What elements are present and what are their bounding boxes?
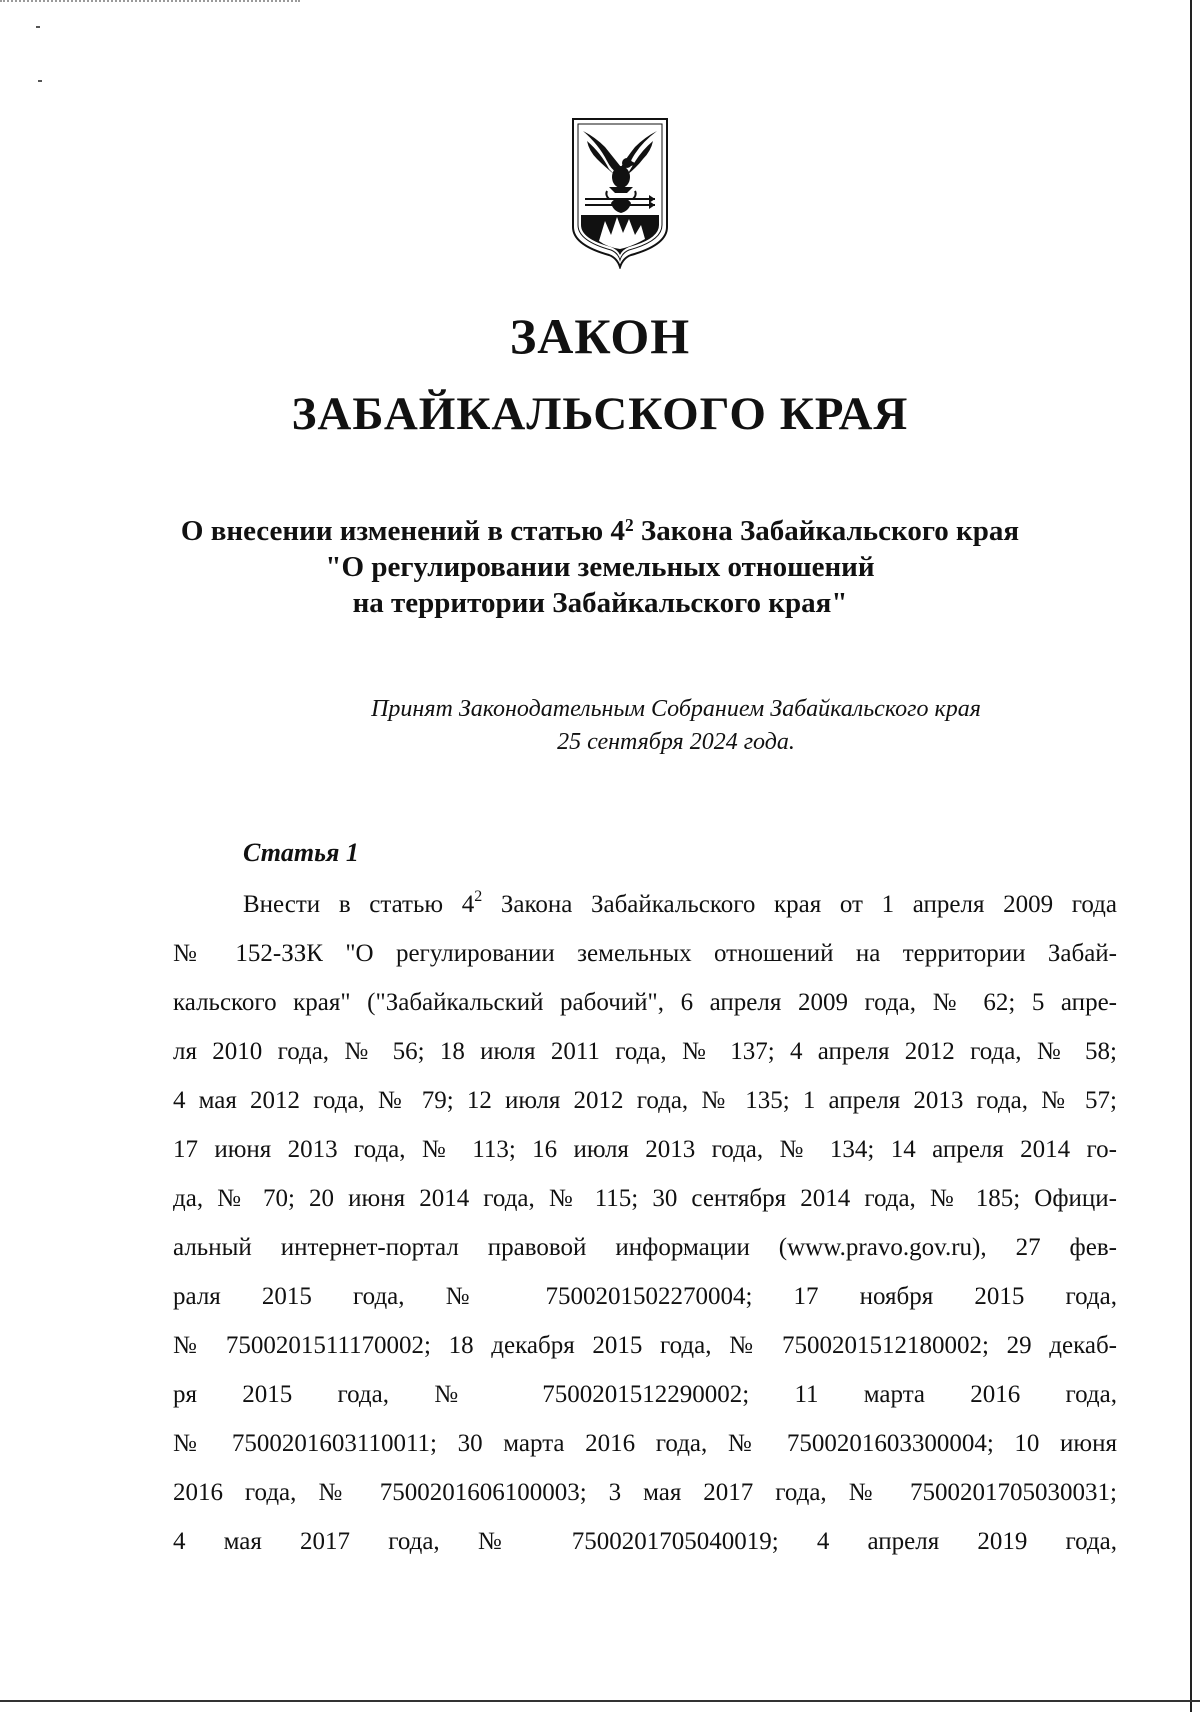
law-title: ЗАКОН [509,308,691,364]
body-line: № 152-ЗЗК "О регулировании земельных отношений на территории Забай- [173,940,1117,967]
body-line: кальского края" ("Забайкальский рабочий", 6 апреля 2009 года, № 62; 5 апре- [173,989,1117,1016]
adoption-line: Принят Законодательным Собранием Забайкальского края [371,696,981,722]
body-line: да, № 70; 20 июня 2014 года, № 115; 30 сентября 2014 года, № 185; Офици- [173,1185,1117,1212]
law-region-title: ЗАБАЙКАЛЬСКОГО КРАЯ [291,388,909,440]
body-line: раля 2015 года, № 7500201502270004; 17 ноября 2015 года, [173,1283,1117,1310]
body-line: № 7500201511170002; 18 декабря 2015 года, № 7500201512180002; 29 декаб- [173,1332,1117,1359]
coat-of-arms-icon [571,117,669,269]
body-line: № 7500201603110011; 30 марта 2016 года, № 7500201603300004; 10 июня [173,1430,1117,1457]
article-heading: Статья 1 [243,838,359,867]
body-line: альный интернет-портал правовой информации (www.pravo.gov.ru), 27 фев- [173,1234,1117,1261]
adoption-date: 25 сентября 2024 года. [557,729,795,755]
body-line: 17 июня 2013 года, № 113; 16 июля 2013 года, № 134; 14 апреля 2014 го- [173,1136,1117,1163]
body-line: ря 2015 года, № 7500201512290002; 11 марта 2016 года, [173,1381,1117,1408]
body-text: Закона Забайкальского края от 1 апреля 2009 года [482,891,1117,918]
body-line: 4 мая 2012 года, № 79; 12 июля 2012 года, № 135; 1 апреля 2013 года, № 57; [173,1087,1117,1114]
scan-edge-top [0,0,300,2]
superscript: 2 [624,515,634,536]
body-line: 2016 года, № 7500201606100003; 3 мая 2017 года, № 7500201705030031; [173,1479,1117,1506]
adoption-note [216,693,1136,759]
body-line [173,880,1117,929]
scan-speck [38,80,42,82]
body-line: ля 2010 года, № 56; 18 июля 2011 года, № 137; 4 апреля 2012 года, № 58; [173,1038,1117,1065]
article-body [173,880,1117,1566]
subtitle-line: на территории Забайкальского края" [352,587,848,619]
subtitle-text: Закона Забайкальского края [633,515,1020,547]
subtitle-line [0,513,1200,549]
subtitle-text: О внесении изменений в статью 4 [180,515,625,547]
scan-edge-right [1190,0,1192,1712]
body-text: Внести в статью 4 [243,891,475,918]
subtitle-line: "О регулировании земельных отношений [325,551,875,583]
superscript: 2 [474,887,483,905]
law-subtitle [0,513,1200,621]
scan-edge-bottom [0,1700,1200,1702]
scan-speck [36,26,40,28]
body-line: 4 мая 2017 года, № 7500201705040019; 4 апреля 2019 года, [173,1528,1117,1555]
